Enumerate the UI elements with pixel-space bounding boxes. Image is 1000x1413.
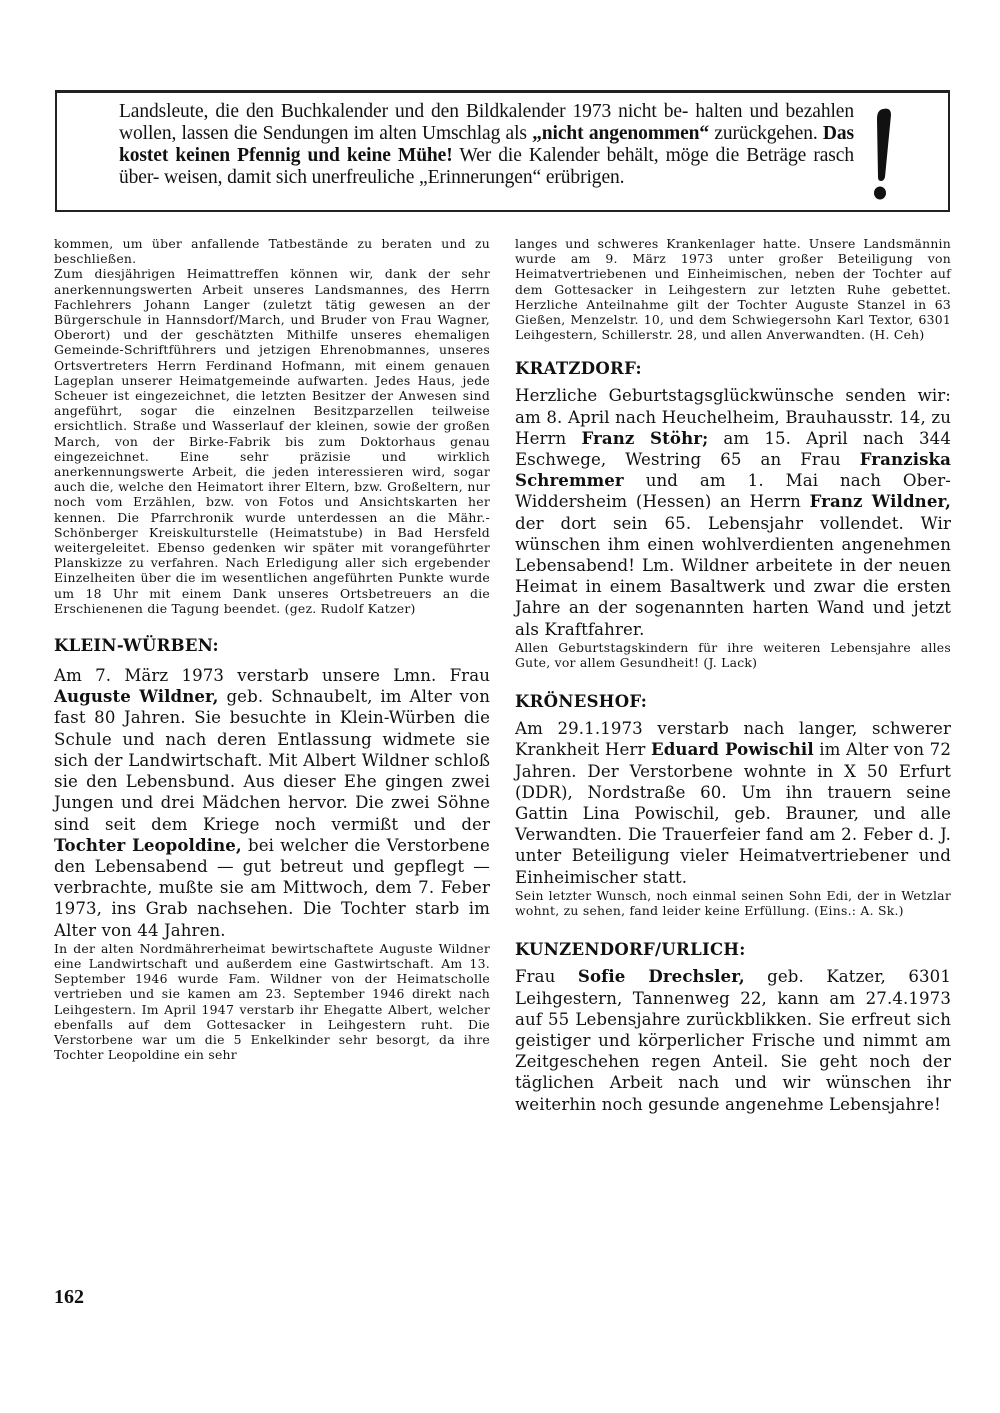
text-segment: der dort sein 65. Lebensjahr vollendet. Wir wünschen ihm einen wohlverdienten angenehmen Lebensabend! Lm. Wildner arbeitete in der neuen Heimat in einem Basaltwerk und zwar die ersten Jahre an der sogenannten harten Wand und jetzt als Kraftfahrer. xyxy=(515,513,951,639)
page-number: 162 xyxy=(54,1286,84,1308)
notice-emphasis: Das kostet keinen Pfennig und xyxy=(119,123,855,166)
person-name: Auguste Wildner, xyxy=(54,686,219,707)
article-paragraph: Zum diesjährigen Heimattreffen können wir, dank der sehr anerkennungswerten Arbeit unseres Landsmannes, des Herrn Fachlehrers Johann Langer (zuletzt tätig gewesen an der Bürgerschule in Hannsdorf/March, und Bruder von Frau Wagner, Oberort) und der geschätzten Mithilfe unseres ehemaligen Gemeinde-Schriftführers und jetzigen Ehrenobmannes, unseres Ortsvertreters Herrn Ferdinand Hofmann, mit einem genauen Lageplan unserer Heimatgemeinde aufwarten. Jedes Haus, jede Scheuer ist eingezeichnet, die letzten Besitzer der Anwesen sind angeführt, sogar die einzelnen Besitzparzellen teilweise ersichtlich. Straße und Wasserlauf der kleinen, sowie der großen March, von der Birke-Fabrik bis zum Doktorhaus genau eingezeichnet. Eine sehr präzisie und wirklich anerkennungswerte Arbeit, die jeden interessieren wird, sogar auch die, welche den Heimatort ihrer Eltern, bzw. Großeltern, nur noch vom Erzählen, bzw. von Fotos und Ansichtskarten her kennen. Die Pfarrchronik wurde unterdessen an die Mähr.-Schönberger Kreiskulturstelle (Heimatstube) in Bad Hersfeld weitergeleitet. Ebenso gedenken wir später mit vorangeführter Planskizze zu verfahren. Nach Erledigung aller sich ergebender Einzelheiten über die im wesentlichen angeführten Punkte wurde um 18 Uhr mit einem Dank unseres Ortsbetreuers an die Erschienenen die Tagung beendet. (gez. Rudolf Katzer) xyxy=(54,266,490,616)
article-paragraph xyxy=(515,966,951,1114)
article-paragraph: In der alten Nordmährerheimat bewirtschaftete Auguste Wildner eine Landwirtschaft und außerdem eine Gastwirtschaft. Am 13. September 1946 wurde Fam. Wildner von der Heimatscholle vertrieben und sie kamen am 23. September 1946 direkt nach Leihgestern. Im April 1947 verstarb ihr Ehegatte Albert, welcher ebenfalls auf dem Gottesacker in Leihgestern ruht. Die Verstorbene war um die 5 Enkelkinder sehr besorgt, da ihre Tochter Leopoldine ein sehr xyxy=(54,940,490,1063)
notice-line: weisen, damit sich unerfreuliche „Erinnerungen“ erübrigen. xyxy=(164,167,625,188)
person-name: Tochter Leopoldine, xyxy=(54,834,242,855)
text-segment: Am 29.1.1973 verstarb nach langer, schwerer Krankheit Herr xyxy=(515,719,951,760)
notice-text-segment: als xyxy=(505,123,533,144)
article-paragraph: kommen, um über anfallende Tatbestände zu beraten und zu beschließen. xyxy=(54,236,490,267)
text-segment: und am 1. Mai nach Ober-Widdersheim (Hessen) an Herrn xyxy=(515,471,951,512)
section-heading-kroeneshof: KRÖNESHOF: xyxy=(515,692,648,712)
text-segment: Frau xyxy=(515,967,578,987)
notice-line: halten und bezahlen wollen, lassen die Sendungen im alten Umschlag xyxy=(119,101,854,144)
text-segment: bei welcher die Verstorbene den Lebensabend — gut betreut und gepflegt — verbrachte, mußte sie am Mittwoch, dem 7. Feber 1973, ins Grab nachsehen. Die Tochter starb im Alter von 44 Jahren. xyxy=(54,835,490,940)
person-name: Eduard Powischil xyxy=(650,739,814,760)
person-name: Franziska Schremmer xyxy=(515,449,951,491)
notice-emphasis: „nicht angenommen“ xyxy=(532,123,710,144)
text-segment: am 15. April nach 344 Eschwege, Westring 65 an Frau xyxy=(515,428,951,470)
article-paragraph xyxy=(515,718,951,888)
article-paragraph xyxy=(515,385,951,639)
left-column xyxy=(54,236,490,1062)
section-heading-klein-wuerben: KLEIN-WÜRBEN: xyxy=(54,636,219,656)
person-name: Franz Stöhr; xyxy=(581,427,709,448)
article-paragraph: Allen Geburtstagskindern für ihre weiteren Lebensjahre alles Gute, vor allem Gesundheit! (J. Lack) xyxy=(515,639,951,671)
notice-line: Landsleute, die den Buchkalender und den Bildkalender 1973 nicht be- xyxy=(119,101,689,122)
right-column xyxy=(515,236,951,1115)
article-paragraph: Sein letzter Wunsch, noch einmal seinen Sohn Edi, der in Wetzlar wohnt, zu sehen, fand leider keine Erfüllung. (Eins.: A. Sk.) xyxy=(515,887,951,919)
exclamation-mark-icon xyxy=(869,105,899,205)
person-name: Sofie Drechsler, xyxy=(577,966,745,987)
section-heading-kratzdorf: KRATZDORF: xyxy=(515,359,642,379)
notice-box xyxy=(55,90,950,212)
notice-text xyxy=(119,101,854,189)
text-segment: Am 7. März 1973 verstarb unsere Lmn. Frau xyxy=(54,666,490,686)
notice-text-segment: Wer die Kalender behält, möge die Beträge rasch über- xyxy=(119,145,854,188)
text-segment: im Alter von 72 Jahren. Der Verstorbene wohnte in X 50 Erfurt (DDR), Nordstraße 60. Um ihn trauern seine Gattin Lina Powischil, geb. Brauner, und alle Verwandten. Die Trauerfeier fand am 2. Feber d. J. unter Beteiligung vieler Heimatvertriebener und Einheimischer statt. xyxy=(515,740,951,887)
person-name: Franz Wildner, xyxy=(809,491,951,512)
text-segment: Herzliche Geburtstagsglückwünsche senden wir: am 8. April nach Heuchelheim, Brauhausstr. 14, zu Herrn xyxy=(515,386,951,448)
article-paragraph xyxy=(54,665,490,941)
article-paragraph: langes und schweres Krankenlager hatte. Unsere Landsmännin wurde am 9. März 1973 unter großer Beteiligung von Heimatvertriebenen und Einheimischen, neben der Tochter auf dem Gottesacker in Leihgestern zur letzten Ruhe gebettet. Herzliche Anteilnahme gilt der Tochter Auguste Stanzel in 63 Gießen, Menzelstr. 10, und dem Schwiegersohn Karl Textor, 6301 Leihgestern, Schillerstr. 28, und allen Anverwandten. (H. Ceh) xyxy=(515,236,951,343)
notice-emphasis: keine Mühe! xyxy=(346,145,453,166)
notice-text-segment: zurückgehen. xyxy=(709,123,823,144)
text-segment: geb. Schnaubelt, im Alter von fast 80 Jahren. Sie besuchte in Klein-Würben die Schule und nach deren Entlassung widmete sie sich der Landwirtschaft. Mit Albert Wildner schloß sie den Lebensbund. Aus dieser Ehe gingen zwei Jungen und drei Mädchen hervor. Die zwei Söhne sind seit dem Kriege noch vermißt und der xyxy=(54,687,490,834)
text-segment: geb. Katzer, 6301 Leihgestern, Tannenweg 22, kann am 27.4.1973 auf 55 Lebensjahre zurückblikken. Sie erfreut sich geistiger und körperlicher Frische und nimmt am Zeitgeschehen regen Anteil. Sie geht noch der täglichen Arbeit nach und wir wünschen ihr weiterhin noch gesunde angenehme Lebensjahre! xyxy=(515,967,951,1114)
section-heading-kunzendorf: KUNZENDORF/URLICH: xyxy=(515,940,746,960)
